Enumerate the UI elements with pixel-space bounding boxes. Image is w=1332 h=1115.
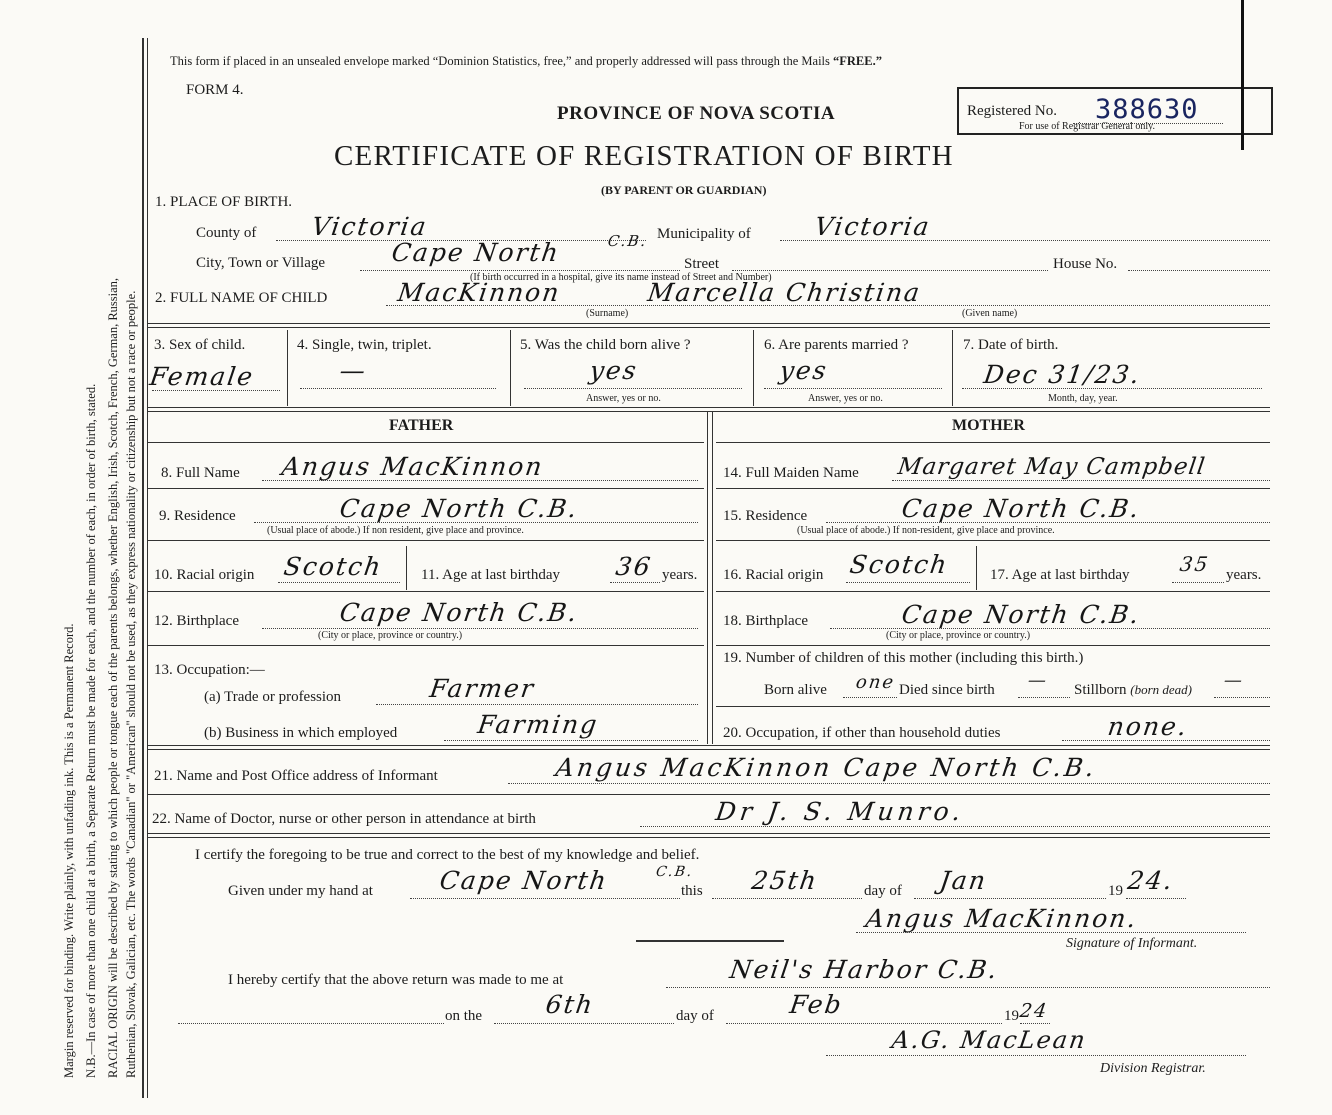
registered-label: Registered No. — [967, 103, 1057, 119]
born-alive-value: yes — [587, 356, 640, 385]
mother-heading: MOTHER — [952, 417, 1025, 434]
given-year-prefix: 19 — [1108, 883, 1123, 899]
return-year-value: 24 — [1018, 1000, 1050, 1022]
father-name-label: 8. Full Name — [161, 465, 240, 481]
province-heading: PROVINCE OF NOVA SCOTIA — [557, 103, 836, 124]
informant-signature: Angus MacKinnon. — [863, 904, 1140, 933]
business-value: Farming — [475, 710, 601, 739]
father-occupation-label: 13. Occupation:— — [154, 662, 265, 678]
father-residence-value: Cape North C.B. — [337, 494, 581, 523]
registrar-signature: A.G. MacLean — [890, 1026, 1089, 1054]
binding-margin-line — [142, 38, 144, 1098]
father-birthplace-label: 12. Birthplace — [154, 613, 239, 629]
return-place-value: Neil's Harbor C.B. — [727, 955, 1001, 984]
registration-number-box — [957, 87, 1273, 135]
children-count-label: 19. Number of children of this mother (including this birth.) — [723, 650, 1084, 666]
sex-value: Female — [147, 362, 257, 391]
trade-value: Farmer — [427, 674, 538, 703]
margin-notes — [0, 0, 140, 1115]
mother-age-label: 17. Age at last birthday — [990, 567, 1130, 583]
return-year-prefix: 19 — [1004, 1008, 1019, 1024]
doctor-label: 22. Name of Doctor, nurse or other person in attendance at birth — [152, 811, 536, 827]
doctor-value: Dr J. S. Munro. — [713, 797, 967, 826]
informant-signature-caption: Signature of Informant. — [1066, 936, 1198, 951]
registered-number: 388630 — [1095, 94, 1199, 125]
city-value: Cape North — [389, 238, 562, 267]
parents-married-caption: Answer, yes or no. — [808, 393, 883, 404]
mother-birthplace-value: Cape North C.B. — [899, 600, 1143, 629]
died-since-birth-label: Died since birth — [899, 682, 995, 698]
margin-note-multiple-births: N.B.—In case of more than one child at a birth, a Separate Return must be made for each, and the number of each, in order of birth, stated. — [84, 383, 98, 1078]
sex-label: 3. Sex of child. — [154, 337, 246, 353]
place-of-birth-heading: 1. PLACE OF BIRTH. — [155, 194, 293, 210]
mother-age-suffix: years. — [1226, 567, 1262, 583]
page-title: CERTIFICATE OF REGISTRATION OF BIRTH — [334, 140, 954, 172]
parents-married-value: yes — [777, 356, 830, 385]
mother-racial-origin-label: 16. Racial origin — [723, 567, 824, 583]
father-heading: FATHER — [389, 417, 454, 434]
page-subtitle: (BY PARENT OR GUARDIAN) — [601, 183, 767, 197]
mother-name-label: 14. Full Maiden Name — [723, 465, 859, 481]
mail-notice: This form if placed in an unsealed envelope marked “Dominion Statistics, free,” and properly addressed will pass through the Mails “FREE.” — [170, 54, 882, 68]
mother-occupation-value: none. — [1105, 712, 1191, 741]
return-month-value: Feb — [787, 990, 845, 1019]
street-label: Street — [684, 256, 719, 272]
date-of-birth-label: 7. Date of birth. — [963, 337, 1059, 353]
municipality-value: Victoria — [812, 212, 933, 241]
return-made-label: I hereby certify that the above return was made to me at — [228, 972, 564, 988]
mother-residence-label: 15. Residence — [723, 508, 808, 524]
mother-racial-origin-value: Scotch — [847, 550, 951, 579]
father-age-label: 11. Age at last birthday — [421, 567, 560, 583]
margin-note-binding: Margin reserved for binding. Write plainly, with unfading ink. This is a Permanent Record. — [62, 623, 76, 1078]
father-age-suffix: years. — [662, 567, 698, 583]
given-day-value: 25th — [749, 866, 821, 895]
child-given-name-value: Marcella Christina — [645, 278, 924, 307]
margin-note-racial-origin: RACIAL ORIGIN will be described by stating to which people or tongue each of the parents belongs, whether English, Irish, Scotch, French, German, Russian, — [106, 277, 120, 1078]
business-label: (b) Business in which employed — [204, 725, 398, 741]
county-value: Victoria — [309, 212, 430, 241]
registrar-note: For use of Registrar General only. — [1019, 121, 1155, 132]
given-under-hand-label: Given under my hand at — [228, 883, 373, 899]
given-month-value: Jan — [937, 866, 990, 895]
house-label: House No. — [1053, 256, 1118, 272]
father-racial-origin-value: Scotch — [281, 552, 385, 581]
multiple-birth-label: 4. Single, twin, triplet. — [297, 337, 432, 353]
informant-value: Angus MacKinnon Cape North C.B. — [553, 753, 1099, 782]
binding-margin-line-inner — [147, 38, 148, 1098]
county-label: County of — [196, 225, 257, 241]
mother-residence-caption: (Usual place of abode.) If non-resident, give place and province. — [797, 525, 1055, 536]
form-number: FORM 4. — [186, 82, 244, 98]
city-label: City, Town or Village — [196, 255, 326, 271]
on-the-label: on the — [445, 1008, 483, 1024]
mother-birthplace-label: 18. Birthplace — [723, 613, 808, 629]
municipality-label: Municipality of — [657, 226, 751, 242]
father-birthplace-value: Cape North C.B. — [337, 598, 581, 627]
multiple-birth-value: — — [337, 356, 370, 385]
registrar-caption: Division Registrar. — [1100, 1061, 1206, 1076]
informant-label: 21. Name and Post Office address of Informant — [154, 768, 438, 784]
father-residence-caption: (Usual place of abode.) If non resident, give place and province. — [267, 525, 524, 536]
date-of-birth-value: Dec 31/23. — [981, 360, 1143, 389]
born-alive-caption: Answer, yes or no. — [586, 393, 661, 404]
father-residence-label: 9. Residence — [159, 508, 236, 524]
died-since-birth-value: — — [1026, 670, 1050, 691]
father-name-value: Angus MacKinnon — [279, 452, 546, 481]
mother-name-value: Margaret May Campbell — [896, 454, 1208, 480]
given-place-suffix: C.B. — [654, 864, 695, 880]
father-age-value: 36 — [613, 552, 654, 581]
certification-statement: I certify the foregoing to be true and correct to the best of my knowledge and belief. — [195, 847, 700, 863]
date-of-birth-caption: Month, day, year. — [1048, 393, 1118, 404]
this-label: this — [681, 883, 703, 899]
born-alive-count-label: Born alive — [764, 682, 827, 698]
born-alive-label: 5. Was the child born alive ? — [520, 337, 691, 353]
mother-birthplace-caption: (City or place, province or country.) — [886, 630, 1031, 641]
child-name-label: 2. FULL NAME OF CHILD — [155, 290, 328, 306]
born-alive-count-value: one — [854, 672, 897, 693]
father-racial-origin-label: 10. Racial origin — [154, 567, 255, 583]
mother-age-value: 35 — [1178, 552, 1212, 576]
given-name-caption: (Given name) — [962, 308, 1018, 319]
trade-label: (a) Trade or profession — [204, 689, 342, 705]
surname-caption: (Surname) — [586, 308, 629, 319]
mother-residence-value: Cape North C.B. — [899, 494, 1143, 523]
stillborn-label: Stillborn (born dead) — [1074, 682, 1193, 698]
given-place-value: Cape North — [437, 866, 610, 895]
father-birthplace-caption: (City or place, province or country.) — [318, 630, 463, 641]
day-of-label: day of — [864, 883, 902, 899]
margin-note-racial-origin-cont: Ruthenian, Slovak, Galician, etc. The words "Canadian" or "American" should not be used, as they express nationality or citizenship but not a race or people. — [124, 290, 138, 1078]
given-year-value: 24. — [1125, 866, 1176, 895]
pen-mark — [1241, 0, 1244, 150]
child-surname-value: MacKinnon — [395, 278, 563, 307]
return-day-of-label: day of — [676, 1008, 714, 1024]
city-suffix: C.B. — [606, 232, 649, 250]
mother-occupation-label: 20. Occupation, if other than household duties — [723, 725, 1001, 741]
stillborn-value: — — [1222, 670, 1246, 691]
parents-married-label: 6. Are parents married ? — [764, 337, 909, 353]
hospital-note: (If birth occurred in a hospital, give its name instead of Street and Number) — [470, 272, 772, 283]
return-day-value: 6th — [543, 990, 597, 1019]
